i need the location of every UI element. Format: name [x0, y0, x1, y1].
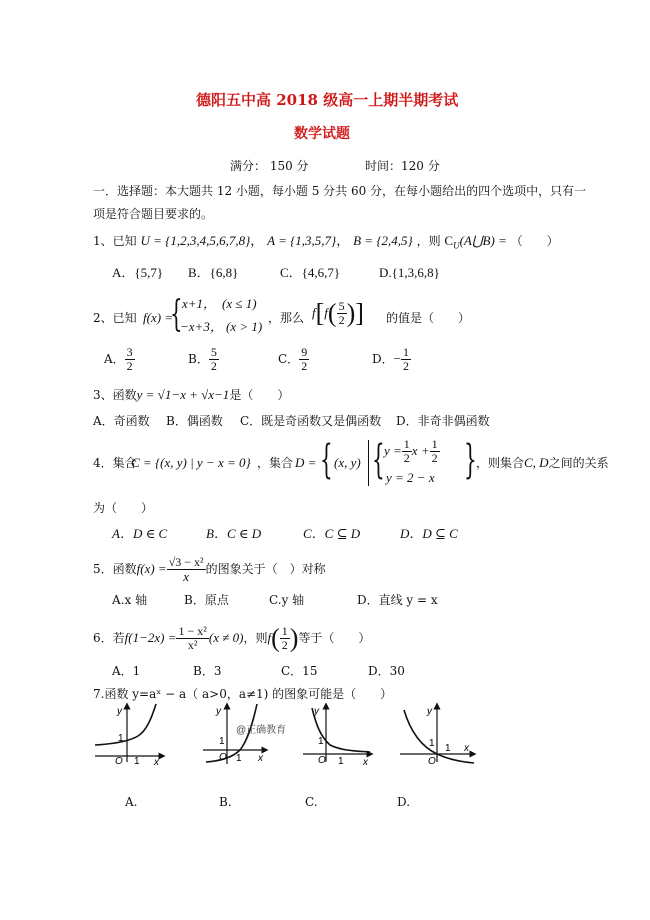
q4-set-c: C = {(x, y) | y − x = 0}: [131, 455, 251, 470]
graph-d-x-label: x: [464, 743, 469, 754]
graph-b-one-x: 1: [236, 753, 242, 764]
q3-option-d: D．非奇非偶函数: [396, 414, 490, 428]
watermark: @正确教育: [236, 725, 287, 736]
q4-pair: (x, y): [334, 455, 361, 470]
q6-option-c: C．15: [281, 664, 318, 678]
question-1: 1、已知 U = {1,2,3,4,5,6,7,8}， A = {1,3,5,7}， B = {2,4,5} ，则 $C_U(A⋃B)$ = （ ）: [93, 233, 559, 251]
q7-graph-a: [95, 704, 162, 768]
q1-option-a: A．{5,7}: [112, 265, 164, 280]
q2-cond1: (x ≤ 1): [222, 296, 257, 311]
q4-option-d: D．D ⊆ C: [400, 526, 458, 541]
graph-a-one-y: 1: [118, 733, 124, 744]
q4-suffix: ，则集合C, D之间的关系: [476, 455, 609, 470]
q2-prefix: 2、已知: [93, 311, 137, 325]
q5-option-d: D．直线 y = x: [357, 593, 438, 607]
score-info: 满分： 150 分: [230, 159, 309, 173]
q1-prefix: 1、已知: [93, 234, 137, 248]
q2-fraction: $\frac{5}{2}$: [338, 299, 345, 327]
q5-option-a: A.x 轴: [112, 593, 148, 607]
q1-union: (A⋃B) =: [459, 233, 507, 248]
q5-fraction: $\frac{\text{√3 − x²}}{x}$: [168, 555, 204, 584]
q1-option-d: D.{1,3,6,8}: [379, 265, 440, 280]
graph-b-y-label: y: [216, 706, 221, 717]
q7-label-b: B.: [219, 795, 232, 809]
q3-option-a: A．奇函数: [93, 414, 150, 428]
graph-c-origin: O: [318, 755, 326, 766]
q6-fraction: $\frac{\text{1 − x²}}{\text{x²}}$: [178, 624, 207, 652]
q7-graph-c: [303, 706, 370, 768]
graph-a-y-label: y: [117, 706, 122, 717]
graph-d-y-label: y: [427, 706, 432, 717]
q2-outer-f: f: [312, 305, 316, 320]
q7-label-a: A.: [125, 795, 138, 809]
q1-set-a: A = {1,3,5,7}: [267, 233, 337, 248]
graph-b-one-y: 1: [219, 736, 225, 747]
graph-d-one-y: 1: [429, 738, 435, 749]
q4-eq1: y = $\frac{1}{2}$ x + $\frac{1}{2}$: [384, 437, 438, 465]
graph-a-x-label: x: [154, 757, 159, 768]
q7-graph-d: [400, 706, 474, 767]
q4-mid: ，集合: [257, 456, 294, 470]
graph-d-one-x: 1: [445, 743, 451, 754]
q4-set-d-label: D =: [295, 455, 317, 470]
q2-option-c: C． $\frac{9}{2}$: [278, 345, 308, 373]
graph-b-x-label: x: [258, 753, 263, 764]
q2-fx: f(x) =: [143, 310, 174, 325]
graph-c-y-label: y: [314, 706, 319, 717]
q2-mid: ，那么: [268, 311, 305, 325]
q4-outer-brace: {: [320, 437, 333, 483]
q7-graph-b: [203, 704, 286, 764]
question-5: 5．函数f(x) = $\frac{\text{√3 − x²}}{x}$ 的图象关于（ ）对称: [93, 555, 326, 584]
q6-option-a: A．1: [112, 664, 141, 678]
q4-option-c: C．C ⊆ D: [303, 526, 361, 541]
q2-option-a: A． $\frac{3}{2}$: [104, 345, 133, 373]
q2-ff-expr: f[f( $\frac{5}{2}$ )]: [312, 298, 364, 328]
q1-complement: C: [444, 233, 454, 248]
q2-case2: −x+3，: [180, 319, 223, 334]
q4-inner-brace: {: [372, 437, 385, 483]
q4-eq2: y = 2 − x: [386, 470, 435, 485]
q1-option-b: B．{6,8}: [188, 265, 239, 280]
q2-option-b: B． $\frac{5}{2}$: [188, 345, 217, 373]
question-7: 7.函数 y=aˣ − a（ a>0，a≠1) 的图象可能是（ ）: [93, 687, 393, 701]
q4-option-a: A．D ∈ C: [112, 526, 168, 541]
section-intro-line1: 一．选择题：本大题共 12 小题，每小题 5 分共 60 分，在每小题给出的四个选项中，只有一: [93, 184, 587, 198]
q4-option-b: B．C ∈ D: [206, 526, 262, 541]
q2-option-d: D．− $\frac{1}{2}$: [372, 345, 409, 373]
section-intro-line2: 项是符合题目要求的。: [93, 207, 214, 221]
q3-expression: y = √1−x + √x−1: [136, 387, 230, 402]
question-3: 3、函数y = √1−x + √x−1是（ ）: [93, 387, 290, 402]
q4-prefix: 4．集合: [93, 456, 137, 470]
graph-a-curve: [95, 704, 156, 745]
q3-option-b: B．偶函数: [166, 414, 223, 428]
q3-option-c: C．既是奇函数又是偶函数: [240, 414, 382, 428]
graph-c-one-x: 1: [338, 756, 344, 767]
q1-option-c: C．{4,6,7}: [280, 265, 341, 280]
q6-option-d: D．30: [368, 664, 405, 678]
graph-a-one-x: 1: [134, 756, 140, 767]
q5-option-c: C.y 轴: [269, 593, 305, 607]
q2-inner-f: f: [324, 305, 328, 320]
q7-label-c: C.: [305, 795, 318, 809]
q1-then: ，则: [416, 234, 441, 248]
q5-option-b: B．原点: [184, 593, 229, 607]
q4-outer-brace-close: }: [464, 437, 477, 483]
graph-a-origin: O: [115, 756, 123, 767]
exam-subtitle: 数学试题: [294, 126, 350, 142]
q2-brace: {: [170, 294, 183, 335]
question-6: 6．若f(1−2x) = $\frac{\text{1 − x²}}{\text{x²}}$ (x ≠ 0)，则f( $\frac{1}{2}$ )等于（ ）: [93, 623, 371, 653]
graph-b-origin: O: [219, 752, 227, 763]
q4-line2: 为（ ）: [93, 501, 154, 515]
time-info: 时间：120 分: [365, 159, 440, 173]
graph-d-origin: O: [428, 756, 436, 767]
q1-complement-sub: U: [453, 240, 460, 251]
q2-suffix: 的值是（ ）: [386, 311, 471, 325]
q1-set-b: B = {2,4,5}: [353, 233, 413, 248]
q7-label-d: D.: [397, 795, 411, 809]
graph-c-x-label: x: [363, 757, 368, 768]
q1-set-u: U = {1,2,3,4,5,6,7,8}: [140, 233, 251, 248]
q6-option-b: B．3: [193, 664, 222, 678]
q7-graphs: [0, 700, 650, 820]
graph-c-one-y: 1: [318, 736, 324, 747]
q2-cond2: (x > 1): [226, 319, 263, 334]
graph-d-curve: [404, 710, 474, 763]
q4-bar: [368, 440, 369, 486]
q1-answer-paren: （ ）: [510, 234, 559, 248]
exam-title: 德阳五中高 2018 级高一上期半期考试: [196, 91, 459, 109]
q2-case1: x+1，: [182, 296, 217, 311]
